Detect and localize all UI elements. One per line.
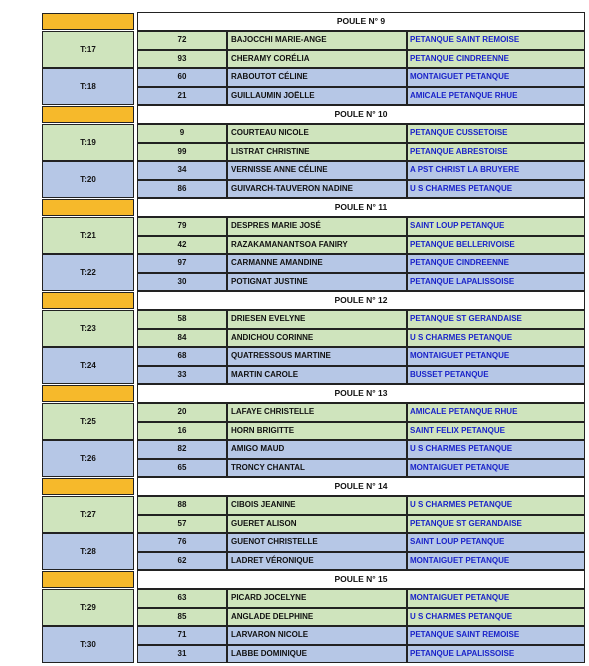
player-club: PETANQUE SAINT REMOISE xyxy=(407,31,585,50)
player-club: U S CHARMES PETANQUE xyxy=(407,608,585,627)
poule-header xyxy=(42,384,585,403)
orange-marker xyxy=(42,199,134,216)
team-label: T:28 xyxy=(42,533,134,570)
player-row xyxy=(137,236,585,255)
team-block xyxy=(42,31,585,68)
player-club: PETANQUE BELLERIVOISE xyxy=(407,236,585,255)
player-row xyxy=(137,161,585,180)
player-row xyxy=(137,68,585,87)
player-number: 72 xyxy=(137,31,227,50)
team-label: T:20 xyxy=(42,161,134,198)
team-block xyxy=(42,403,585,440)
player-name: LARVARON NICOLE xyxy=(227,626,407,645)
player-row xyxy=(137,459,585,478)
poule-header xyxy=(42,291,585,310)
player-name: POTIGNAT JUSTINE xyxy=(227,273,407,292)
player-number: 31 xyxy=(137,645,227,664)
player-club: SAINT LOUP PETANQUE xyxy=(407,533,585,552)
player-row xyxy=(137,515,585,534)
team-label: T:25 xyxy=(42,403,134,440)
player-name: COURTEAU NICOLE xyxy=(227,124,407,143)
poule-title: POULE N° 10 xyxy=(137,105,585,124)
player-club: AMICALE PETANQUE RHUE xyxy=(407,403,585,422)
player-number: 21 xyxy=(137,87,227,106)
player-name: DESPRES MARIE JOSÉ xyxy=(227,217,407,236)
player-club: MONTAIGUET PETANQUE xyxy=(407,552,585,571)
team-label: T:30 xyxy=(42,626,134,663)
player-row xyxy=(137,403,585,422)
player-name: GUERET ALISON xyxy=(227,515,407,534)
player-name: DRIESEN EVELYNE xyxy=(227,310,407,329)
orange-marker xyxy=(42,571,134,588)
player-number: 33 xyxy=(137,366,227,385)
poule-header xyxy=(42,12,585,31)
team-block xyxy=(42,68,585,105)
team-label: T:29 xyxy=(42,589,134,626)
team-label: T:19 xyxy=(42,124,134,161)
team-block xyxy=(42,217,585,254)
team-block xyxy=(42,440,585,477)
player-name: GUIVARCH-TAUVERON NADINE xyxy=(227,180,407,199)
player-name: RAZAKAMANANTSOA FANIRY xyxy=(227,236,407,255)
player-club: MONTAIGUET PETANQUE xyxy=(407,347,585,366)
player-club: U S CHARMES PETANQUE xyxy=(407,180,585,199)
player-club: MONTAIGUET PETANQUE xyxy=(407,459,585,478)
player-name: LABBE DOMINIQUE xyxy=(227,645,407,664)
poule-title: POULE N° 12 xyxy=(137,291,585,310)
team-block xyxy=(42,589,585,626)
player-name: ANDICHOU CORINNE xyxy=(227,329,407,348)
player-name: LAFAYE CHRISTELLE xyxy=(227,403,407,422)
player-row xyxy=(137,366,585,385)
player-number: 85 xyxy=(137,608,227,627)
player-number: 71 xyxy=(137,626,227,645)
poule-title: POULE N° 11 xyxy=(137,198,585,217)
player-club: PETANQUE CINDREENNE xyxy=(407,254,585,273)
player-club: U S CHARMES PETANQUE xyxy=(407,329,585,348)
player-row xyxy=(137,217,585,236)
player-name: CHERAMY CORÉLIA xyxy=(227,50,407,69)
player-name: ANGLADE DELPHINE xyxy=(227,608,407,627)
player-row xyxy=(137,645,585,664)
player-club: PETANQUE SAINT REMOISE xyxy=(407,626,585,645)
player-number: 62 xyxy=(137,552,227,571)
poule-header xyxy=(42,477,585,496)
orange-marker xyxy=(42,478,134,495)
player-number: 97 xyxy=(137,254,227,273)
player-number: 57 xyxy=(137,515,227,534)
player-row xyxy=(137,608,585,627)
team-label: T:21 xyxy=(42,217,134,254)
team-label: T:22 xyxy=(42,254,134,291)
player-row xyxy=(137,124,585,143)
player-club: PETANQUE LAPALISSOISE xyxy=(407,273,585,292)
player-club: PETANQUE LAPALISSOISE xyxy=(407,645,585,664)
player-name: MARTIN CAROLE xyxy=(227,366,407,385)
orange-marker xyxy=(42,13,134,30)
team-label: T:27 xyxy=(42,496,134,533)
player-number: 99 xyxy=(137,143,227,162)
player-row xyxy=(137,310,585,329)
player-name: TRONCY CHANTAL xyxy=(227,459,407,478)
player-club: MONTAIGUET PETANQUE xyxy=(407,68,585,87)
player-row xyxy=(137,87,585,106)
team-label: T:26 xyxy=(42,440,134,477)
team-label: T:24 xyxy=(42,347,134,384)
team-block xyxy=(42,161,585,198)
player-number: 42 xyxy=(137,236,227,255)
poule-title: POULE N° 13 xyxy=(137,384,585,403)
player-row xyxy=(137,31,585,50)
player-name: PICARD JOCELYNE xyxy=(227,589,407,608)
team-label: T:23 xyxy=(42,310,134,347)
player-row xyxy=(137,626,585,645)
orange-marker xyxy=(42,106,134,123)
orange-marker xyxy=(42,385,134,402)
player-name: GUILLAUMIN JOËLLE xyxy=(227,87,407,106)
player-row xyxy=(137,440,585,459)
player-name: CARMANNE AMANDINE xyxy=(227,254,407,273)
player-row xyxy=(137,347,585,366)
player-name: LISTRAT CHRISTINE xyxy=(227,143,407,162)
poule-header xyxy=(42,198,585,217)
player-club: PETANQUE ABRESTOISE xyxy=(407,143,585,162)
player-club: SAINT LOUP PETANQUE xyxy=(407,217,585,236)
player-name: BAJOCCHI MARIE-ANGE xyxy=(227,31,407,50)
player-row xyxy=(137,329,585,348)
player-name: RABOUTOT CÉLINE xyxy=(227,68,407,87)
player-row xyxy=(137,496,585,515)
player-club: PETANQUE ST GERANDAISE xyxy=(407,515,585,534)
player-row xyxy=(137,180,585,199)
player-number: 93 xyxy=(137,50,227,69)
player-club: A PST CHRIST LA BRUYERE xyxy=(407,161,585,180)
player-number: 88 xyxy=(137,496,227,515)
player-number: 68 xyxy=(137,347,227,366)
player-row xyxy=(137,143,585,162)
team-label: T:17 xyxy=(42,31,134,68)
team-block xyxy=(42,496,585,533)
team-block xyxy=(42,310,585,347)
player-number: 84 xyxy=(137,329,227,348)
team-label: T:18 xyxy=(42,68,134,105)
player-row xyxy=(137,273,585,292)
player-name: AMIGO MAUD xyxy=(227,440,407,459)
team-block xyxy=(42,533,585,570)
player-number: 30 xyxy=(137,273,227,292)
player-club: BUSSET PETANQUE xyxy=(407,366,585,385)
player-number: 60 xyxy=(137,68,227,87)
player-name: LADRET VÉRONIQUE xyxy=(227,552,407,571)
team-block xyxy=(42,626,585,663)
poule-title: POULE N° 15 xyxy=(137,570,585,589)
player-row xyxy=(137,422,585,441)
player-name: CIBOIS JEANINE xyxy=(227,496,407,515)
player-number: 20 xyxy=(137,403,227,422)
player-number: 76 xyxy=(137,533,227,552)
player-club: PETANQUE CUSSETOISE xyxy=(407,124,585,143)
player-name: VERNISSE ANNE CÉLINE xyxy=(227,161,407,180)
poule-header xyxy=(42,570,585,589)
player-number: 9 xyxy=(137,124,227,143)
player-row xyxy=(137,533,585,552)
player-row xyxy=(137,552,585,571)
player-club: U S CHARMES PETANQUE xyxy=(407,496,585,515)
player-club: SAINT FELIX PETANQUE xyxy=(407,422,585,441)
poule-header xyxy=(42,105,585,124)
team-block xyxy=(42,254,585,291)
player-club: AMICALE PETANQUE RHUE xyxy=(407,87,585,106)
player-number: 65 xyxy=(137,459,227,478)
player-name: QUATRESSOUS MARTINE xyxy=(227,347,407,366)
player-name: GUENOT CHRISTELLE xyxy=(227,533,407,552)
player-number: 82 xyxy=(137,440,227,459)
team-block xyxy=(42,347,585,384)
player-number: 86 xyxy=(137,180,227,199)
poule-title: POULE N° 9 xyxy=(137,12,585,31)
player-club: U S CHARMES PETANQUE xyxy=(407,440,585,459)
player-row xyxy=(137,589,585,608)
player-club: PETANQUE CINDREENNE xyxy=(407,50,585,69)
player-club: PETANQUE ST GERANDAISE xyxy=(407,310,585,329)
player-row xyxy=(137,50,585,69)
player-name: HORN BRIGITTE xyxy=(227,422,407,441)
player-number: 63 xyxy=(137,589,227,608)
player-number: 79 xyxy=(137,217,227,236)
player-club: MONTAIGUET PETANQUE xyxy=(407,589,585,608)
team-block xyxy=(42,124,585,161)
draw-sheet xyxy=(42,12,585,663)
player-number: 16 xyxy=(137,422,227,441)
player-number: 34 xyxy=(137,161,227,180)
poule-title: POULE N° 14 xyxy=(137,477,585,496)
orange-marker xyxy=(42,292,134,309)
player-row xyxy=(137,254,585,273)
player-number: 58 xyxy=(137,310,227,329)
